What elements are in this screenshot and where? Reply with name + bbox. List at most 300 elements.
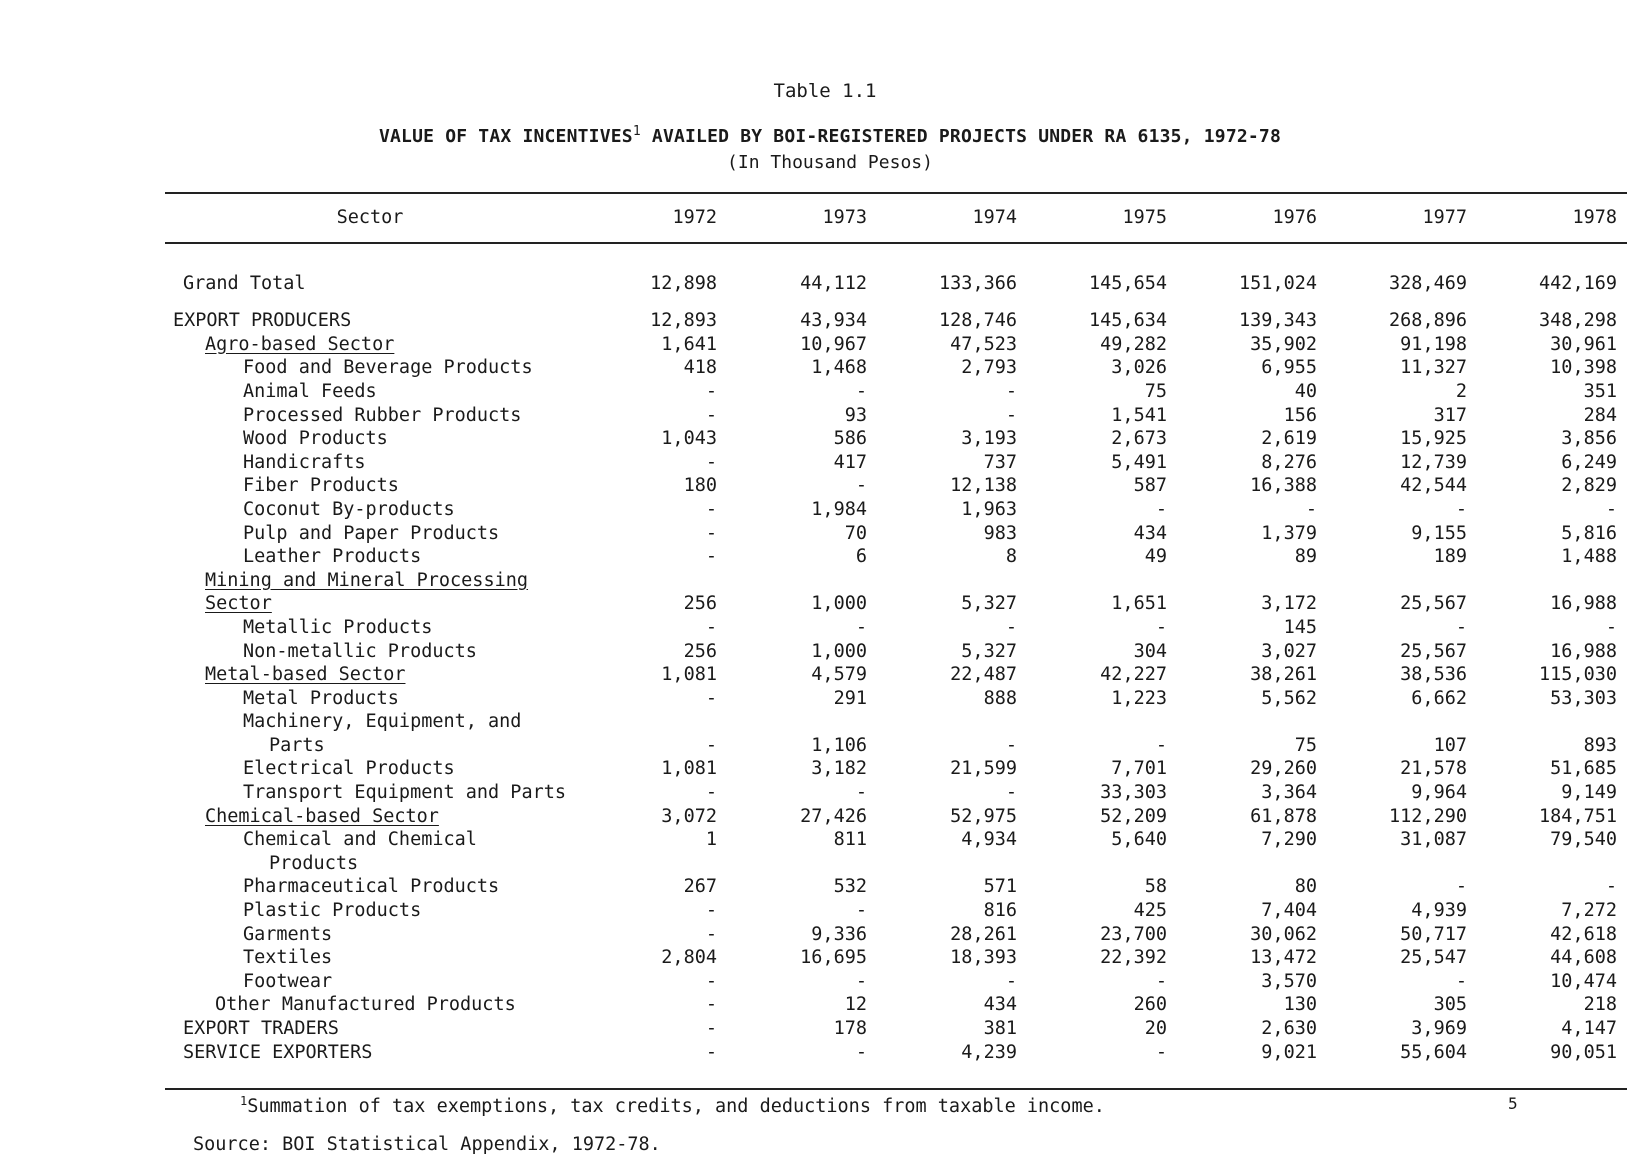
row-label-text: Sector xyxy=(205,593,272,615)
cell-value: 532 xyxy=(833,876,867,898)
cell-value: - xyxy=(855,475,867,497)
row-label xyxy=(165,921,585,945)
row-label xyxy=(165,685,585,709)
cell-value: - xyxy=(1005,782,1017,804)
cell-value: 55,604 xyxy=(1400,1041,1467,1063)
cell-value: 180 xyxy=(683,475,717,497)
row-label-text: Mining and Mineral Processing xyxy=(205,569,529,591)
cell-value: - xyxy=(705,546,717,568)
cell-value: 29,260 xyxy=(1250,758,1317,780)
cell-value: - xyxy=(1605,876,1617,898)
table-row xyxy=(165,732,1627,756)
row-label-text: Grand Total xyxy=(183,272,306,294)
cell-value: 328,469 xyxy=(1389,272,1467,294)
row-label-text: Animal Feeds xyxy=(243,380,377,402)
cell-value: - xyxy=(705,616,717,638)
cell-value: 15,925 xyxy=(1400,428,1467,450)
table-row xyxy=(165,449,1627,473)
row-label-text: Coconut By-products xyxy=(243,498,455,520)
cell-value: 5,640 xyxy=(1111,829,1167,851)
cell-value: - xyxy=(1005,404,1017,426)
cell-value: - xyxy=(1605,616,1617,638)
cell-value: 145 xyxy=(1283,616,1317,638)
cell-value: 115,030 xyxy=(1539,664,1617,686)
row-label-text: Processed Rubber Products xyxy=(243,404,522,426)
row-label-text: Plastic Products xyxy=(243,900,422,922)
cell-value: 189 xyxy=(1433,546,1467,568)
column-header: 1972 xyxy=(672,207,717,228)
table-row xyxy=(165,638,1627,662)
table-row xyxy=(165,803,1627,827)
title-text: VALUE OF TAX INCENTIVES xyxy=(378,126,633,147)
cell-value: 25,567 xyxy=(1400,593,1467,615)
row-label xyxy=(165,779,585,803)
cell-value: 25,547 xyxy=(1400,947,1467,969)
cell-value: 12,898 xyxy=(650,272,717,294)
row-label-text: Chemical and Chemical xyxy=(243,829,477,851)
cell-value: 130 xyxy=(1283,994,1317,1016)
cell-value: 33,303 xyxy=(1100,782,1167,804)
footnote xyxy=(240,1094,1105,1117)
cell-value: 89 xyxy=(1294,546,1317,568)
cell-value: 12,138 xyxy=(950,475,1017,497)
table-row xyxy=(165,520,1627,544)
cell-value: 3,364 xyxy=(1261,782,1317,804)
row-label xyxy=(165,897,585,921)
cell-value: 8 xyxy=(1005,546,1017,568)
cell-value: - xyxy=(705,994,717,1016)
cell-value: 1,379 xyxy=(1261,522,1317,544)
cell-value: - xyxy=(1155,970,1167,992)
row-label xyxy=(165,378,585,402)
cell-value: 2,793 xyxy=(961,357,1017,379)
cell-value: - xyxy=(1455,616,1467,638)
row-label-text: EXPORT TRADERS xyxy=(183,1018,339,1039)
cell-value: 13,472 xyxy=(1250,947,1317,969)
cell-value xyxy=(1477,709,1627,733)
cell-value: 7,272 xyxy=(1561,900,1617,922)
cell-value xyxy=(1177,567,1327,591)
cell-value xyxy=(585,850,727,874)
cell-value: 156 xyxy=(1283,404,1317,426)
table-row xyxy=(165,779,1627,803)
cell-value: - xyxy=(1605,498,1617,520)
cell-value: 2,829 xyxy=(1561,475,1617,497)
row-label xyxy=(165,968,585,992)
cell-value: 51,685 xyxy=(1550,758,1617,780)
cell-value: 184,751 xyxy=(1539,805,1617,827)
cell-value: 42,544 xyxy=(1400,475,1467,497)
cell-value: 90,051 xyxy=(1550,1041,1617,1063)
cell-value: 304 xyxy=(1133,640,1167,662)
cell-value: 75 xyxy=(1294,734,1317,756)
cell-value: 21,599 xyxy=(950,758,1017,780)
cell-value: 267 xyxy=(683,876,717,898)
row-label-text: Parts xyxy=(269,734,325,756)
cell-value: 317 xyxy=(1433,404,1467,426)
row-label-text: Leather Products xyxy=(243,546,422,568)
cell-value: - xyxy=(1155,498,1167,520)
cell-value: 50,717 xyxy=(1400,923,1467,945)
row-label-text: Electrical Products xyxy=(243,758,455,780)
row-label xyxy=(165,544,585,568)
footnote-text: Summation of tax exemptions, tax credits, and deductions from taxable income. xyxy=(247,1096,1105,1118)
cell-value xyxy=(1327,850,1477,874)
cell-value: 434 xyxy=(983,994,1017,1016)
cell-value: - xyxy=(705,687,717,709)
table-row xyxy=(165,1015,1627,1039)
cell-value: - xyxy=(705,1041,717,1063)
cell-value: 145,654 xyxy=(1089,272,1167,294)
cell-value: - xyxy=(705,900,717,922)
cell-value: 256 xyxy=(683,593,717,615)
cell-value: 256 xyxy=(683,640,717,662)
cell-value: 5,327 xyxy=(961,593,1017,615)
cell-value: 49 xyxy=(1144,546,1167,568)
cell-value: - xyxy=(855,782,867,804)
cell-value xyxy=(1477,567,1627,591)
cell-value: 18,393 xyxy=(950,947,1017,969)
cell-value: - xyxy=(705,451,717,473)
header-row xyxy=(165,195,1627,240)
cell-value: - xyxy=(1005,734,1017,756)
cell-value: 5,816 xyxy=(1561,522,1617,544)
cell-value: 2,673 xyxy=(1111,428,1167,450)
cell-value: 587 xyxy=(1133,475,1167,497)
table-row xyxy=(165,709,1627,733)
cell-value xyxy=(1027,850,1177,874)
cell-value: 75 xyxy=(1144,380,1167,402)
cell-value: - xyxy=(1455,498,1467,520)
table-row xyxy=(165,756,1627,780)
cell-value: 61,878 xyxy=(1250,805,1317,827)
row-label xyxy=(165,520,585,544)
table-row xyxy=(165,567,1627,591)
row-label-text: Pulp and Paper Products xyxy=(243,522,500,544)
column-header: 1975 xyxy=(1122,207,1167,228)
cell-value: 79,540 xyxy=(1550,829,1617,851)
cell-value: 93 xyxy=(844,404,867,426)
cell-value: 107 xyxy=(1433,734,1467,756)
row-label xyxy=(165,756,585,780)
cell-value: 4,579 xyxy=(811,664,867,686)
cell-value xyxy=(1177,709,1327,733)
cell-value: 44,608 xyxy=(1550,947,1617,969)
table-row xyxy=(165,874,1627,898)
cell-value: 10,398 xyxy=(1550,357,1617,379)
table-row xyxy=(165,921,1627,945)
table-row xyxy=(165,1039,1627,1063)
cell-value: 28,261 xyxy=(950,923,1017,945)
row-label xyxy=(165,496,585,520)
cell-value: 348,298 xyxy=(1539,310,1617,332)
cell-value: 571 xyxy=(983,876,1017,898)
cell-value: 2,804 xyxy=(661,947,717,969)
cell-value: 3,570 xyxy=(1261,970,1317,992)
cell-value: 178 xyxy=(833,1018,867,1039)
cell-value: 42,227 xyxy=(1100,664,1167,686)
cell-value: 70 xyxy=(844,522,867,544)
cell-value: 11,327 xyxy=(1400,357,1467,379)
cell-value: 112,290 xyxy=(1389,805,1467,827)
cell-value: 42,618 xyxy=(1550,923,1617,945)
cell-value: - xyxy=(1005,616,1017,638)
cell-value: 145,634 xyxy=(1089,310,1167,332)
row-label-text: Machinery, Equipment, and xyxy=(243,711,522,733)
table-row xyxy=(165,240,1627,294)
row-label-text: Garments xyxy=(243,923,333,945)
table-row xyxy=(165,685,1627,709)
row-label xyxy=(165,331,585,355)
footnote-mark: 1 xyxy=(240,1094,248,1108)
column-header: 1977 xyxy=(1422,207,1467,228)
cell-value: 1,488 xyxy=(1561,546,1617,568)
table-row xyxy=(165,294,1627,332)
cell-value xyxy=(877,709,1027,733)
row-label-text: Non-metallic Products xyxy=(243,640,477,662)
row-label-text: Wood Products xyxy=(243,428,388,450)
cell-value: 1,641 xyxy=(661,333,717,355)
row-label xyxy=(165,402,585,426)
cell-value: - xyxy=(705,970,717,992)
cell-value: 128,746 xyxy=(939,310,1017,332)
cell-value: - xyxy=(1155,734,1167,756)
row-label xyxy=(165,803,585,827)
cell-value: - xyxy=(1155,1041,1167,1063)
cell-value xyxy=(1027,709,1177,733)
column-header: 1976 xyxy=(1272,207,1317,228)
cell-value: 23,700 xyxy=(1100,923,1167,945)
cell-value: 1,651 xyxy=(1111,593,1167,615)
row-label xyxy=(165,992,585,1016)
cell-value: 1,984 xyxy=(811,498,867,520)
cell-value: 218 xyxy=(1583,994,1617,1016)
cell-value: 7,290 xyxy=(1261,829,1317,851)
cell-value: 983 xyxy=(983,522,1017,544)
cell-value: 811 xyxy=(833,829,867,851)
row-label xyxy=(165,827,585,851)
row-label xyxy=(165,294,585,332)
cell-value: 8,276 xyxy=(1261,451,1317,473)
page-number: 5 xyxy=(1508,1094,1518,1113)
cell-value xyxy=(877,850,1027,874)
cell-value: 6 xyxy=(855,546,867,568)
table-title xyxy=(280,124,1380,147)
cell-value: 151,024 xyxy=(1239,272,1317,294)
cell-value: - xyxy=(705,522,717,544)
cell-value: 22,392 xyxy=(1100,947,1167,969)
cell-value: 586 xyxy=(833,428,867,450)
row-label-text: Footwear xyxy=(243,970,333,992)
row-label xyxy=(165,638,585,662)
table-subtitle: (In Thousand Pesos) xyxy=(727,152,933,173)
cell-value: 7,701 xyxy=(1111,758,1167,780)
row-label-text: Products xyxy=(269,852,359,874)
cell-value: 1,541 xyxy=(1111,404,1167,426)
cell-value: - xyxy=(855,1041,867,1063)
source-note: Source: BOI Statistical Appendix, 1972-78. xyxy=(193,1134,661,1155)
row-label xyxy=(165,240,585,294)
cell-value: 6,955 xyxy=(1261,357,1317,379)
row-label-text: Metal-based Sector xyxy=(205,664,406,686)
table-row xyxy=(165,496,1627,520)
row-label xyxy=(165,874,585,898)
table-row xyxy=(165,897,1627,921)
cell-value: 25,567 xyxy=(1400,640,1467,662)
cell-value: 16,388 xyxy=(1250,475,1317,497)
cell-value: 3,072 xyxy=(661,805,717,827)
cell-value: 3,856 xyxy=(1561,428,1617,450)
cell-value: 52,975 xyxy=(950,805,1017,827)
cell-value: 3,026 xyxy=(1111,357,1167,379)
cell-value: 1,081 xyxy=(661,758,717,780)
cell-value: 305 xyxy=(1433,994,1467,1016)
table-row xyxy=(165,378,1627,402)
cell-value: 3,182 xyxy=(811,758,867,780)
cell-value: 35,902 xyxy=(1250,333,1317,355)
cell-value: 9,336 xyxy=(811,923,867,945)
cell-value: 1,223 xyxy=(1111,687,1167,709)
row-label xyxy=(165,473,585,497)
cell-value: 816 xyxy=(983,900,1017,922)
table-row xyxy=(165,614,1627,638)
cell-value: 5,562 xyxy=(1261,687,1317,709)
cell-value: 737 xyxy=(983,451,1017,473)
row-label xyxy=(165,614,585,638)
cell-value: 21,578 xyxy=(1400,758,1467,780)
row-label-text: Agro-based Sector xyxy=(205,333,395,355)
column-header: Sector xyxy=(336,207,404,228)
cell-value xyxy=(727,567,877,591)
row-label-text: Fiber Products xyxy=(243,475,399,497)
title-text-rest: AVAILED BY BOI-REGISTERED PROJECTS UNDER RA 6135, 1972-78 xyxy=(651,126,1282,147)
cell-value: 139,343 xyxy=(1239,310,1317,332)
table-row xyxy=(165,331,1627,355)
cell-value xyxy=(727,850,877,874)
row-label xyxy=(165,945,585,969)
cell-value: 4,939 xyxy=(1411,900,1467,922)
bottom-rule xyxy=(165,1088,1627,1090)
cell-value: 49,282 xyxy=(1100,333,1167,355)
column-header: 1978 xyxy=(1572,207,1617,228)
cell-value: 893 xyxy=(1583,734,1617,756)
cell-value: - xyxy=(1005,970,1017,992)
row-label-text: SERVICE EXPORTERS xyxy=(183,1041,373,1063)
cell-value: - xyxy=(855,970,867,992)
cell-value: 1,043 xyxy=(661,428,717,450)
row-label-text: Pharmaceutical Products xyxy=(243,876,500,898)
row-label-text: Metal Products xyxy=(243,687,399,709)
cell-value xyxy=(1327,567,1477,591)
cell-value: - xyxy=(705,782,717,804)
row-label-text: Transport Equipment and Parts xyxy=(243,782,567,804)
cell-value xyxy=(1027,567,1177,591)
cell-value: 47,523 xyxy=(950,333,1017,355)
cell-value: 1,963 xyxy=(961,498,1017,520)
cell-value: 10,474 xyxy=(1550,970,1617,992)
row-label-text: Textiles xyxy=(243,947,333,969)
cell-value: 22,487 xyxy=(950,664,1017,686)
cell-value: 381 xyxy=(983,1018,1017,1039)
cell-value: 425 xyxy=(1133,900,1167,922)
cell-value xyxy=(585,709,727,733)
cell-value: 9,964 xyxy=(1411,782,1467,804)
cell-value xyxy=(727,709,877,733)
cell-value: - xyxy=(1455,970,1467,992)
cell-value: 6,662 xyxy=(1411,687,1467,709)
cell-value: 417 xyxy=(833,451,867,473)
cell-value xyxy=(1177,850,1327,874)
table-row xyxy=(165,827,1627,851)
cell-value: 4,147 xyxy=(1561,1018,1617,1039)
row-label xyxy=(165,1015,585,1039)
cell-value: 52,209 xyxy=(1100,805,1167,827)
table-row xyxy=(165,850,1627,874)
cell-value: 91,198 xyxy=(1400,333,1467,355)
cell-value: 9,155 xyxy=(1411,522,1467,544)
cell-value: - xyxy=(1155,616,1167,638)
cell-value: 16,695 xyxy=(800,947,867,969)
table-row xyxy=(165,544,1627,568)
cell-value: 351 xyxy=(1583,380,1617,402)
cell-value: - xyxy=(705,380,717,402)
row-label-text: Chemical-based Sector xyxy=(205,805,439,827)
row-label xyxy=(165,591,585,615)
cell-value: - xyxy=(855,900,867,922)
row-label-text: Other Manufactured Products xyxy=(215,994,516,1016)
cell-value: 888 xyxy=(983,687,1017,709)
table-row xyxy=(165,662,1627,686)
cell-value: 1 xyxy=(705,829,717,851)
cell-value: 5,327 xyxy=(961,640,1017,662)
cell-value: 2,619 xyxy=(1261,428,1317,450)
row-label xyxy=(165,662,585,686)
cell-value: 2 xyxy=(1455,380,1467,402)
cell-value: 3,969 xyxy=(1411,1018,1467,1039)
cell-value: 3,172 xyxy=(1261,593,1317,615)
cell-value xyxy=(585,567,727,591)
cell-value: 20 xyxy=(1144,1018,1167,1039)
cell-value: - xyxy=(1455,876,1467,898)
cell-value: 291 xyxy=(833,687,867,709)
row-label-text: Handicrafts xyxy=(243,451,366,473)
cell-value: 10,967 xyxy=(800,333,867,355)
cell-value: 7,404 xyxy=(1261,900,1317,922)
cell-value: 80 xyxy=(1294,876,1317,898)
table-label: Table 1.1 xyxy=(773,80,877,102)
cell-value: 442,169 xyxy=(1539,272,1617,294)
row-label xyxy=(165,709,585,733)
cell-value: 1,468 xyxy=(811,357,867,379)
row-label xyxy=(165,355,585,379)
cell-value: 43,934 xyxy=(800,310,867,332)
row-label xyxy=(165,426,585,450)
cell-value: 6,249 xyxy=(1561,451,1617,473)
cell-value: 53,303 xyxy=(1550,687,1617,709)
table-row xyxy=(165,426,1627,450)
cell-value: - xyxy=(1005,380,1017,402)
cell-value: 44,112 xyxy=(800,272,867,294)
table-row xyxy=(165,355,1627,379)
row-label-text: EXPORT PRODUCERS xyxy=(173,310,352,332)
cell-value: 434 xyxy=(1133,522,1167,544)
row-label xyxy=(165,1039,585,1063)
cell-value: 30,961 xyxy=(1550,333,1617,355)
cell-value: 1,106 xyxy=(811,734,867,756)
table-row xyxy=(165,968,1627,992)
cell-value: - xyxy=(705,923,717,945)
cell-value xyxy=(877,567,1027,591)
